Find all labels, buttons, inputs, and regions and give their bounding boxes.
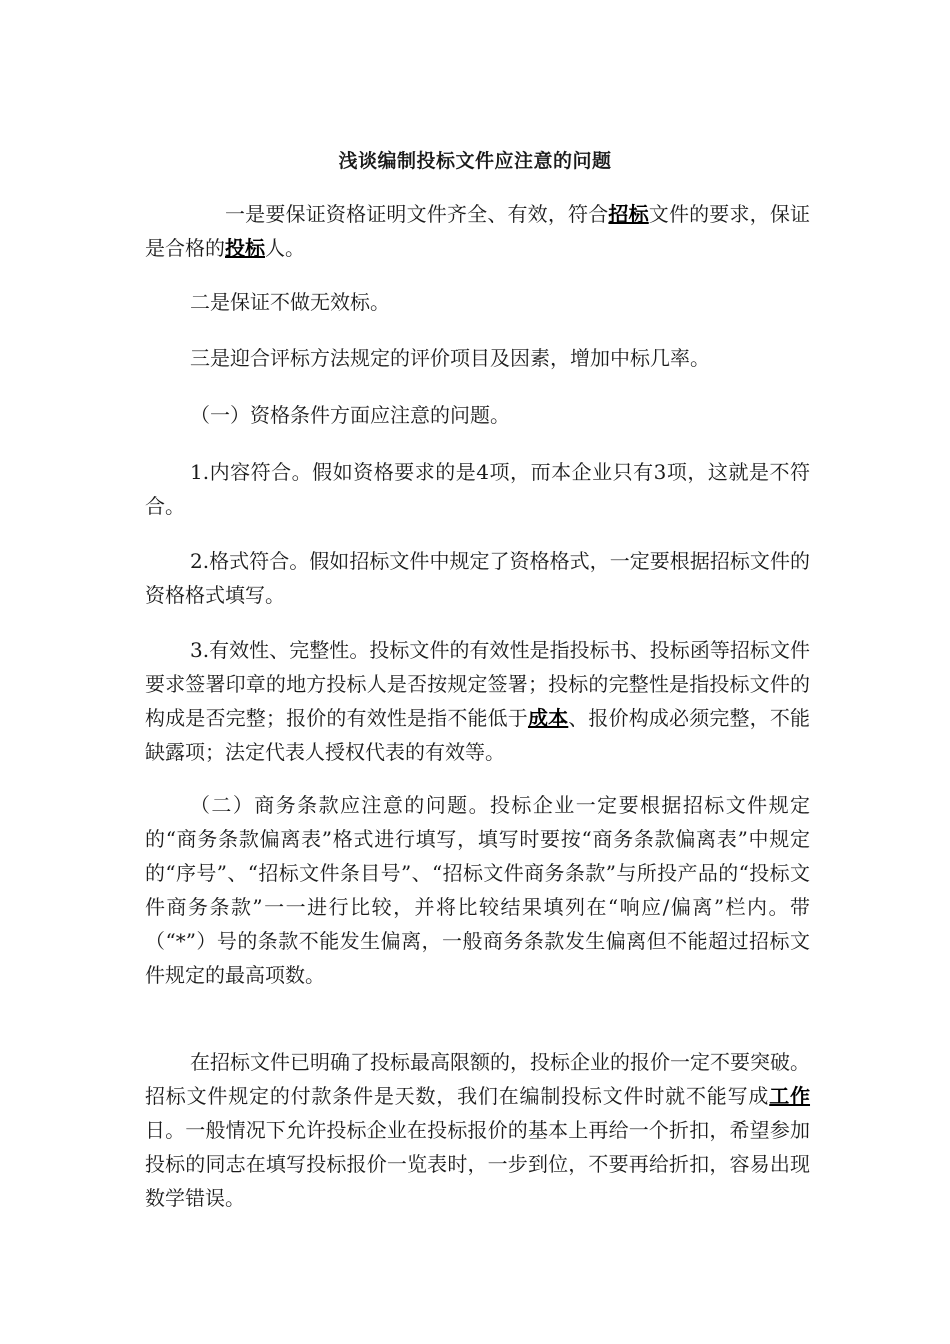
paragraph-4-heading: （一）资格条件方面应注意的问题。 <box>190 403 510 427</box>
paragraph-7-text-b: 、报价构成必须完整，不能缺露项；法定代表人授权代表的有效等。 <box>145 706 810 764</box>
paragraph-5: 1.内容符合。假如资格要求的是4项，而本企业只有3项，这就是不符合。 <box>145 460 810 518</box>
paragraph-9 <box>145 1045 810 1215</box>
paragraph-3: 三是迎合评标方法规定的评价项目及因素，增加中标几率。 <box>190 346 710 370</box>
paragraph-7-text-a: 3.有效性、完整性。投标文件的有效性是指投标书、投标函等招标文件要求签署印章的地方投标人是否按规定签署；投标的完整性是指投标文件的构成是否完整；报价的有效性是指不能低于 <box>145 638 810 730</box>
link-chengben[interactable]: 成本 <box>527 706 569 730</box>
link-zhaobiao[interactable]: 招标 <box>608 202 649 226</box>
paragraph-1 <box>145 197 810 265</box>
paragraph-6: 2.格式符合。假如招标文件中规定了资格格式，一定要根据招标文件的资格格式填写。 <box>145 549 810 607</box>
paragraph-1-text-c: 人。 <box>265 236 305 260</box>
paragraph-9-text-a: 在招标文件已明确了投标最高限额的，投标企业的报价一定不要突破。招标文件规定的付款条件是天数，我们在编制投标文件时就不能写成 <box>145 1050 810 1108</box>
paragraph-1-text-a: 一是要保证资格证明文件齐全、有效，符合 <box>225 202 609 226</box>
paragraph-9-text-b: 日。一般情况下允许投标企业在投标报价的基本上再给一个折扣，希望参加投标的同志在填写投标报价一览表时，一步到位，不要再给折扣，容易出现数学错误。 <box>145 1118 810 1210</box>
paragraph-2: 二是保证不做无效标。 <box>190 290 390 314</box>
paragraph-1-text-b: 文件的要求，保证是合格的 <box>145 202 811 260</box>
paragraph-8: （二）商务条款应注意的问题。投标企业一定要根据招标文件规定的“商务条款偏离表”格式进行填写，填写时要按“商务条款偏离表”中规定的“序号”、“招标文件条目号”、“招标文件商务条款”与所投产品的“投标文件商务条款”一一进行比较，并将比较结果填列在“响应/偏离”栏内。带（“*”）号的条款不能发生偏离，一般商务条款发生偏离但不能超过招标文件规定的最高项数。 <box>145 793 810 987</box>
link-toubiao[interactable]: 投标 <box>225 236 265 260</box>
paragraph-7 <box>145 633 810 769</box>
link-gongzuo[interactable]: 工作 <box>769 1084 811 1108</box>
document-title: 浅谈编制投标文件应注意的问题 <box>338 150 612 172</box>
